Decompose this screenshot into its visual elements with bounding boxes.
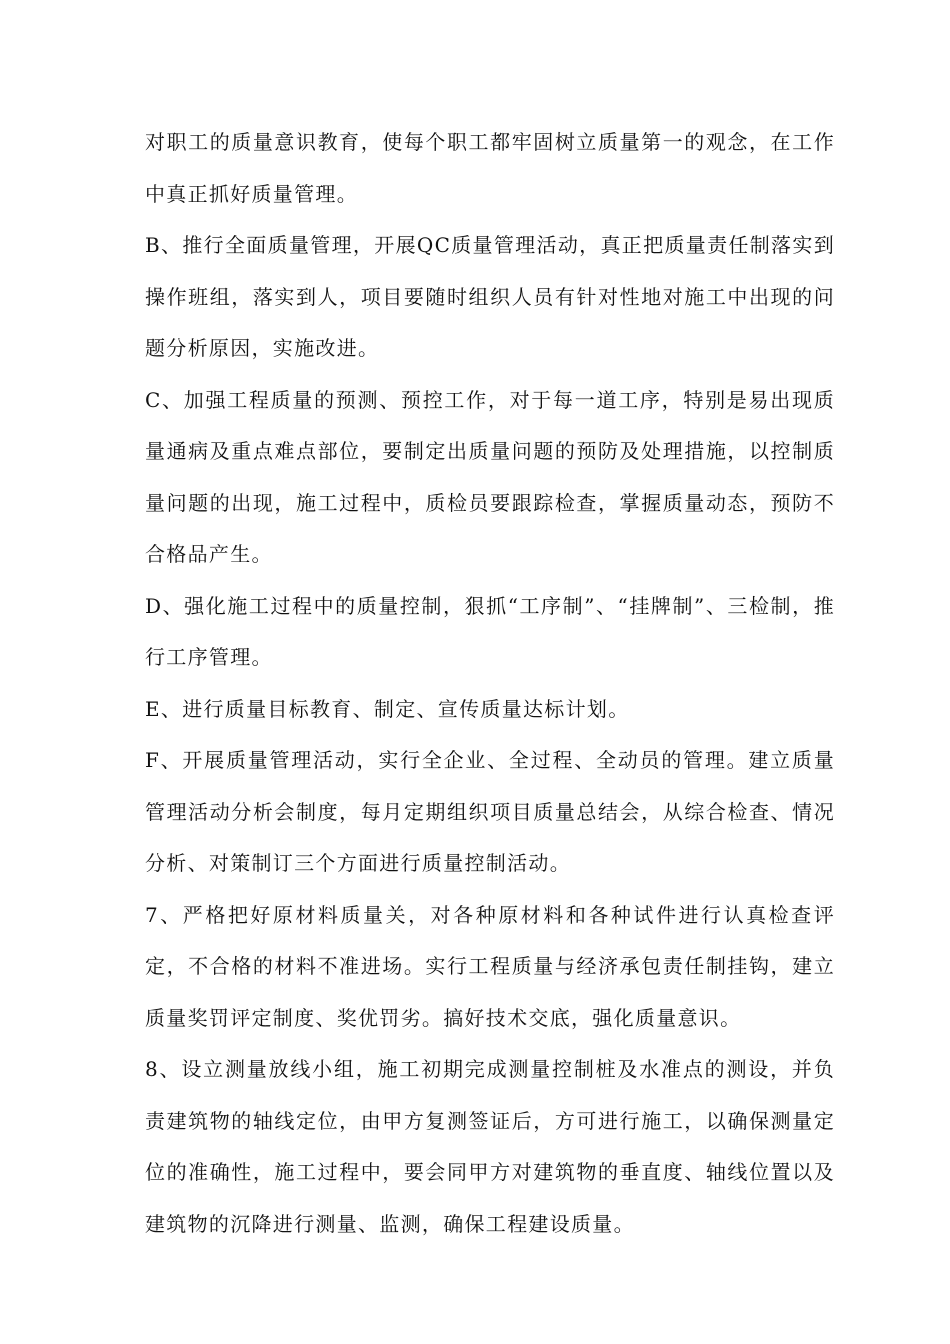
paragraph-e-quality-target-education: E、进行质量目标教育、制定、宣传质量达标计划。 bbox=[145, 696, 630, 721]
paragraph-d-process-quality-control: D、强化施工过程中的质量控制，狠抓“工序制”、“挂牌制”、三检制，推行工序管理。 bbox=[145, 593, 835, 669]
paragraph-b-total-quality-management: B、推行全面质量管理，开展QC质量管理活动，真正把质量责任制落实到操作班组，落实到人，项目要随时组织人员有针对性地对施工中出现的问题分析原因，实施改进。 bbox=[145, 233, 835, 360]
paragraph-7-raw-material-control: 7、严格把好原材料质量关，对各种原材料和各种试件进行认真检查评定，不合格的材料不准进场。实行工程质量与经济承包责任制挂钩，建立质量奖罚评定制度、奖优罚劣。搞好技术交底，强化质量意识。 bbox=[145, 902, 835, 1030]
paragraph-f-quality-management-activities: F、开展质量管理活动，实行全企业、全过程、全动员的管理。建立质量管理活动分析会制度，每月定期组织项目质量总结会，从综合检查、情况分析、对策制订三个方面进行质量控制活动。 bbox=[145, 748, 835, 875]
paragraph-c-quality-prediction-control: C、加强工程质量的预测、预控工作，对于每一道工序，特别是易出现质量通病及重点难点部位，要制定出质量问题的预防及处理措施，以控制质量问题的出现，施工过程中，质检员要跟踪检查，掌握质量动态，预防不合格品产生。 bbox=[145, 387, 835, 566]
paragraph-quality-education: 对职工的质量意识教育，使每个职工都牢固树立质量第一的观念，在工作中真正抓好质量管理。 bbox=[145, 130, 835, 206]
paragraph-8-survey-setting-out: 8、设立测量放线小组，施工初期完成测量控制桩及水准点的测设，并负责建筑物的轴线定位，由甲方复测签证后，方可进行施工，以确保测量定位的准确性，施工过程中，要会同甲方对建筑物的垂直度、轴线位置以及建筑物的沉降进行测量、监测，确保工程建设质量。 bbox=[145, 1057, 835, 1236]
document-body bbox=[145, 117, 835, 1250]
